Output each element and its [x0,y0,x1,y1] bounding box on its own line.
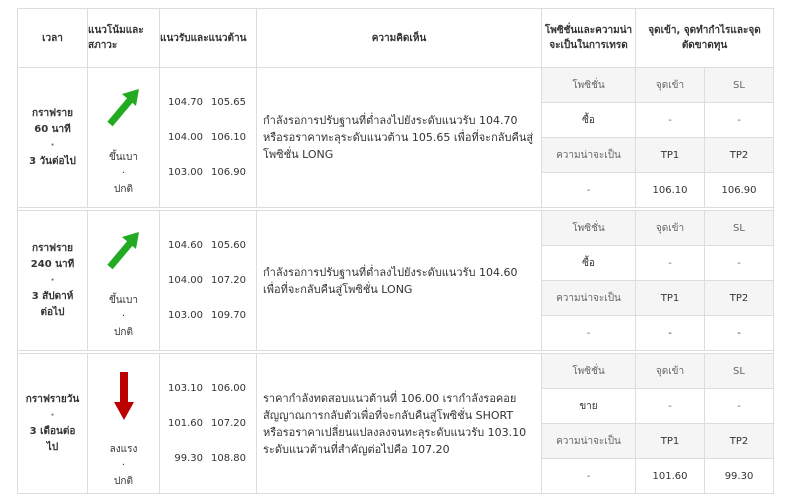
forecast-row [18,68,774,103]
sl-value: - [705,103,774,138]
probability-label: ความน่าจะเป็น [542,281,636,316]
probability-value: - [542,459,636,494]
level-pair [160,263,256,298]
header-comment: ความคิดเห็น [257,9,542,68]
header-row [18,9,774,68]
state-label: ปกติ [114,327,133,338]
probability-value: - [542,173,636,208]
resistance-value: 106.90 [211,167,246,178]
level-pair [160,85,256,120]
entry-value: - [636,389,705,424]
comment-cell: กำลังรอการปรับฐานที่ต่ำลงไปยังระดับแนวรับ 104.60 เพื่อที่จะกลับคืนสู่โพซิชั่น LONG [257,211,542,351]
trend-up-arrow-icon [104,229,144,273]
time-horizon-label: ต่อไป [40,306,65,318]
support-value: 101.60 [168,418,203,429]
trend-cell [88,211,160,351]
forecast-row [18,211,774,246]
header-position: โพซิชั่นและความน่าจะเป็นในการเทรด [542,9,636,68]
support-value: 104.60 [168,240,203,251]
tp2-value: 99.30 [705,459,774,494]
support-value: 104.00 [168,132,203,143]
time-frame-label: 60 นาที [34,123,71,135]
resistance-value: 107.20 [211,275,246,286]
sl-value: - [705,389,774,424]
header-entries: จุดเข้า, จุดทำกำไรและจุดตัดขาดทุน [636,9,774,68]
entry-value: - [636,246,705,281]
position-label: โพซิชั่น [542,68,636,103]
support-value: 104.70 [168,97,203,108]
separator-dot: · [121,168,126,179]
separator-dot: · [121,311,126,322]
probability-label: ความน่าจะเป็น [542,138,636,173]
position-label: โพซิชั่น [542,211,636,246]
sl-label: SL [705,354,774,389]
separator-dot: · [50,274,55,286]
header-levels: แนวรับและแนวต้าน [160,9,257,68]
entry-label: จุดเข้า [636,68,705,103]
time-frame-label: กราฟรายวัน [25,393,80,405]
support-value: 103.00 [168,167,203,178]
level-pair [160,406,256,441]
tp1-label: TP1 [636,281,705,316]
trend-down-arrow-icon [112,372,136,422]
sl-label: SL [705,211,774,246]
resistance-value: 109.70 [211,310,246,321]
trend-label: ขึ้นเบา [108,152,139,163]
tp2-label: TP2 [705,424,774,459]
trend-up-arrow-icon [104,86,144,130]
trend-cell [88,68,160,208]
time-cell [18,211,88,351]
probability-label: ความน่าจะเป็น [542,424,636,459]
comment-cell: กำลังรอการปรับฐานที่ต่ำลงไปยังระดับแนวรับ 104.70 หรือรอราคาทะลุระดับแนวต้าน 105.65 เพื่อที่จะกลับคืนสู่โพซิชั่น LONG [257,68,542,208]
sl-value: - [705,246,774,281]
time-cell [18,354,88,494]
tp2-label: TP2 [705,138,774,173]
tp1-label: TP1 [636,424,705,459]
probability-value: - [542,316,636,351]
levels-cell [160,354,257,494]
resistance-value: 106.00 [211,383,246,394]
separator-dot: · [121,460,126,471]
entry-label: จุดเข้า [636,354,705,389]
action-value: ซื้อ [542,103,636,138]
level-pair [160,371,256,406]
resistance-value: 106.10 [211,132,246,143]
level-pair [160,298,256,333]
time-horizon-label: 3 สัปดาห์ [31,290,74,302]
time-frame-label: กราฟราย [32,242,73,254]
support-value: 104.00 [168,275,203,286]
support-value: 99.30 [174,453,203,464]
entry-value: - [636,103,705,138]
level-pair [160,441,256,476]
forecast-row [18,354,774,389]
entry-label: จุดเข้า [636,211,705,246]
comment-cell: ราคากำลังทดสอบแนวต้านที่ 106.00 เรากำลังรอคอยสัญญาณการกลับตัวเพื่อที่จะกลับคืนสู่โพซิชั่น SHORT หรือรอราคาเปลี่ยนแปลงลงจนทะลุระดับแนวรับ 103.10 ระดับแนวต้านที่สำคัญต่อไปคือ 107.20 [257,354,542,494]
levels-cell [160,211,257,351]
time-horizon-label: 3 วันต่อไป [29,155,76,167]
tp1-value: - [636,316,705,351]
action-value: ซื้อ [542,246,636,281]
tp2-label: TP2 [705,281,774,316]
time-frame-label: กราฟราย [32,107,73,119]
time-horizon-label: ไป [46,441,59,453]
tp2-value: 106.90 [705,173,774,208]
time-horizon-label: 3 เดือนต่อ [29,425,76,437]
action-value: ขาย [542,389,636,424]
forecast-table [17,8,774,494]
resistance-value: 108.80 [211,453,246,464]
tp1-value: 101.60 [636,459,705,494]
tp1-value: 106.10 [636,173,705,208]
level-pair [160,155,256,190]
separator-dot: · [50,409,55,421]
support-value: 103.10 [168,383,203,394]
trend-label: ขึ้นเบา [108,295,139,306]
level-pair [160,120,256,155]
resistance-value: 107.20 [211,418,246,429]
time-cell [18,68,88,208]
state-label: ปกติ [114,476,133,487]
resistance-value: 105.60 [211,240,246,251]
header-trend: แนวโน้มและสภาวะ [88,9,160,68]
resistance-value: 105.65 [211,97,246,108]
sl-label: SL [705,68,774,103]
position-label: โพซิชั่น [542,354,636,389]
header-time: เวลา [18,9,88,68]
state-label: ปกติ [114,184,133,195]
tp2-value: - [705,316,774,351]
trend-label: ลงแรง [109,444,138,455]
tp1-label: TP1 [636,138,705,173]
level-pair [160,228,256,263]
time-frame-label: 240 นาที [30,258,75,270]
support-value: 103.00 [168,310,203,321]
levels-cell [160,68,257,208]
trend-cell [88,354,160,494]
separator-dot: · [50,139,55,151]
